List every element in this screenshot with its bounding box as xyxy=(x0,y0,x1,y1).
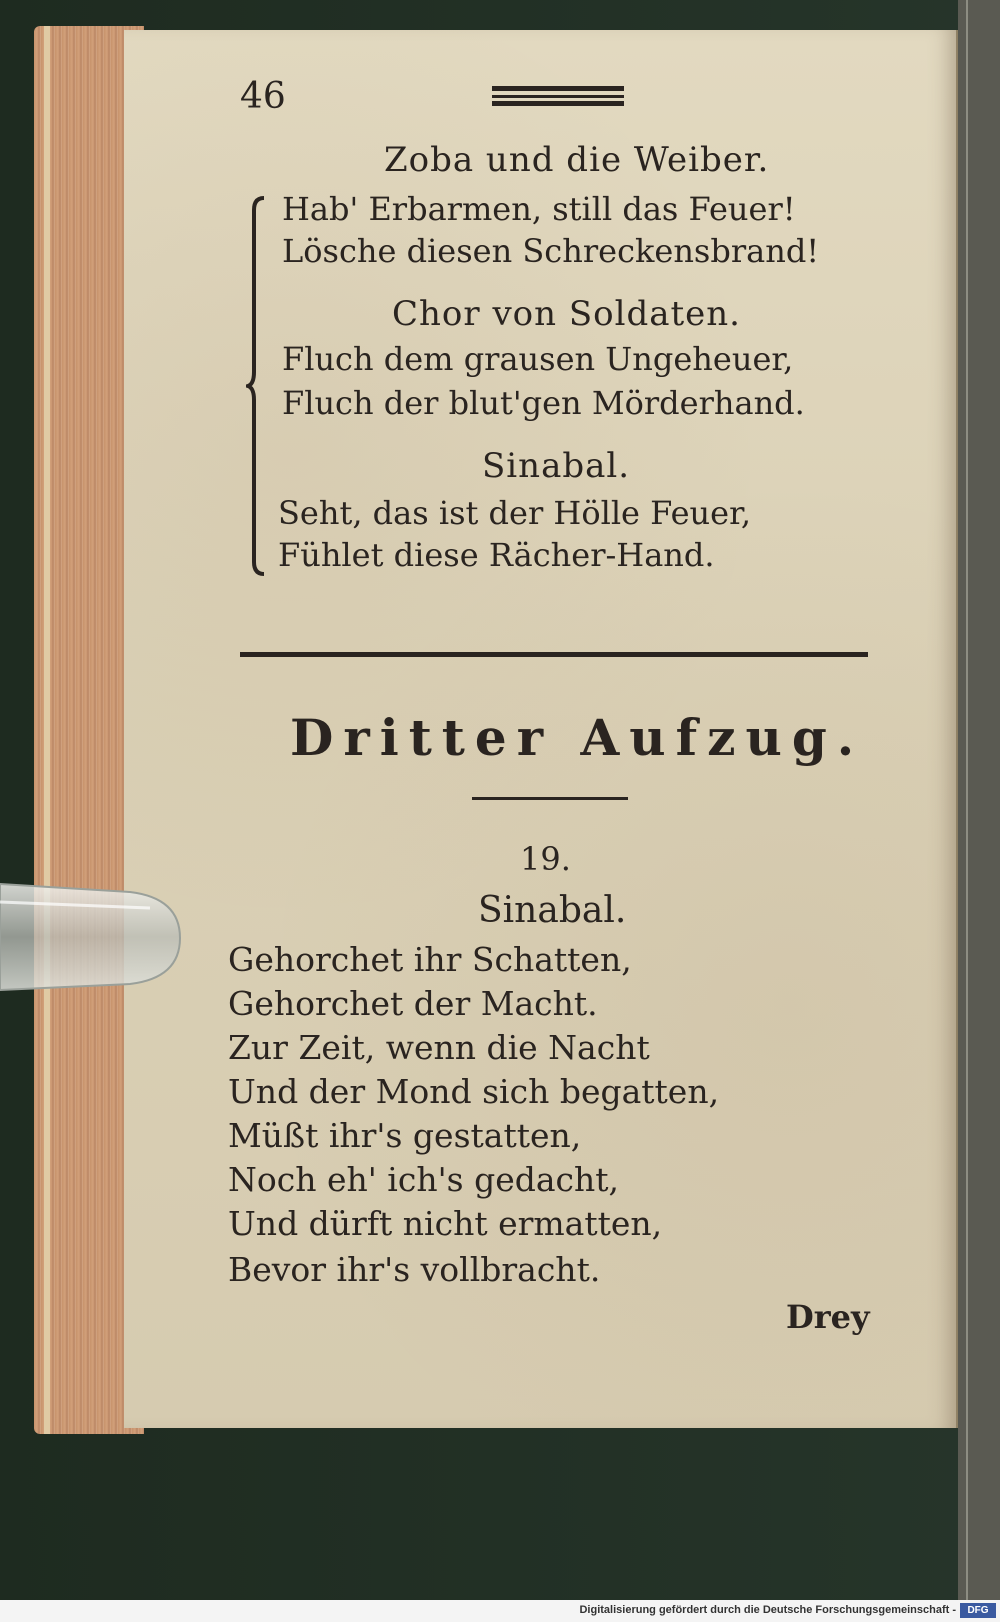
speaker-label: Chor von Soldaten. xyxy=(392,294,741,334)
footer-bar xyxy=(0,1600,1000,1622)
speaker-label: Sinabal. xyxy=(482,446,631,486)
verse-line: Seht, das ist der Hölle Feuer, xyxy=(278,494,752,532)
number-label: 19. xyxy=(520,840,571,878)
verse-line: Zur Zeit, wenn die Nacht xyxy=(228,1028,650,1067)
book-cover-edge xyxy=(958,0,1000,1600)
verse-line: Gehorchet der Macht. xyxy=(228,984,598,1023)
verse-line: Fluch der blut'gen Mörderhand. xyxy=(282,384,805,422)
catchword: Drey xyxy=(786,1298,870,1336)
header-rule xyxy=(492,86,624,91)
act-title: Dritter Aufzug. xyxy=(290,708,865,767)
page-number: 46 xyxy=(240,76,286,117)
brace-bracket xyxy=(246,196,268,576)
verse-line: Und dürft nicht ermatten, xyxy=(228,1204,663,1243)
verse-line: Fühlet diese Rächer-Hand. xyxy=(278,536,715,574)
verse-line: Bevor ihr's vollbracht. xyxy=(228,1250,601,1289)
title-underline xyxy=(472,797,628,800)
dfg-logo: DFG xyxy=(960,1603,996,1618)
section-divider xyxy=(240,652,868,657)
header-rule xyxy=(492,95,624,98)
footer-credit: Digitalisierung gefördert durch die Deutsche Forschungsgemeinschaft - xyxy=(579,1604,956,1616)
verse-line: Gehorchet ihr Schatten, xyxy=(228,940,632,979)
verse-line: Und der Mond sich begatten, xyxy=(228,1072,720,1111)
page-clip xyxy=(0,878,182,996)
verse-line: Müßt ihr's gestatten, xyxy=(228,1116,582,1155)
verse-line: Hab' Erbarmen, still das Feuer! xyxy=(282,190,796,228)
verse-line: Fluch dem grausen Ungeheuer, xyxy=(282,340,794,378)
speaker-label: Sinabal. xyxy=(478,890,627,931)
header-rule xyxy=(492,101,624,106)
verse-line: Noch eh' ich's gedacht, xyxy=(228,1160,620,1199)
speaker-label: Zoba und die Weiber. xyxy=(384,140,770,180)
verse-line: Lösche diesen Schreckensbrand! xyxy=(282,232,820,270)
